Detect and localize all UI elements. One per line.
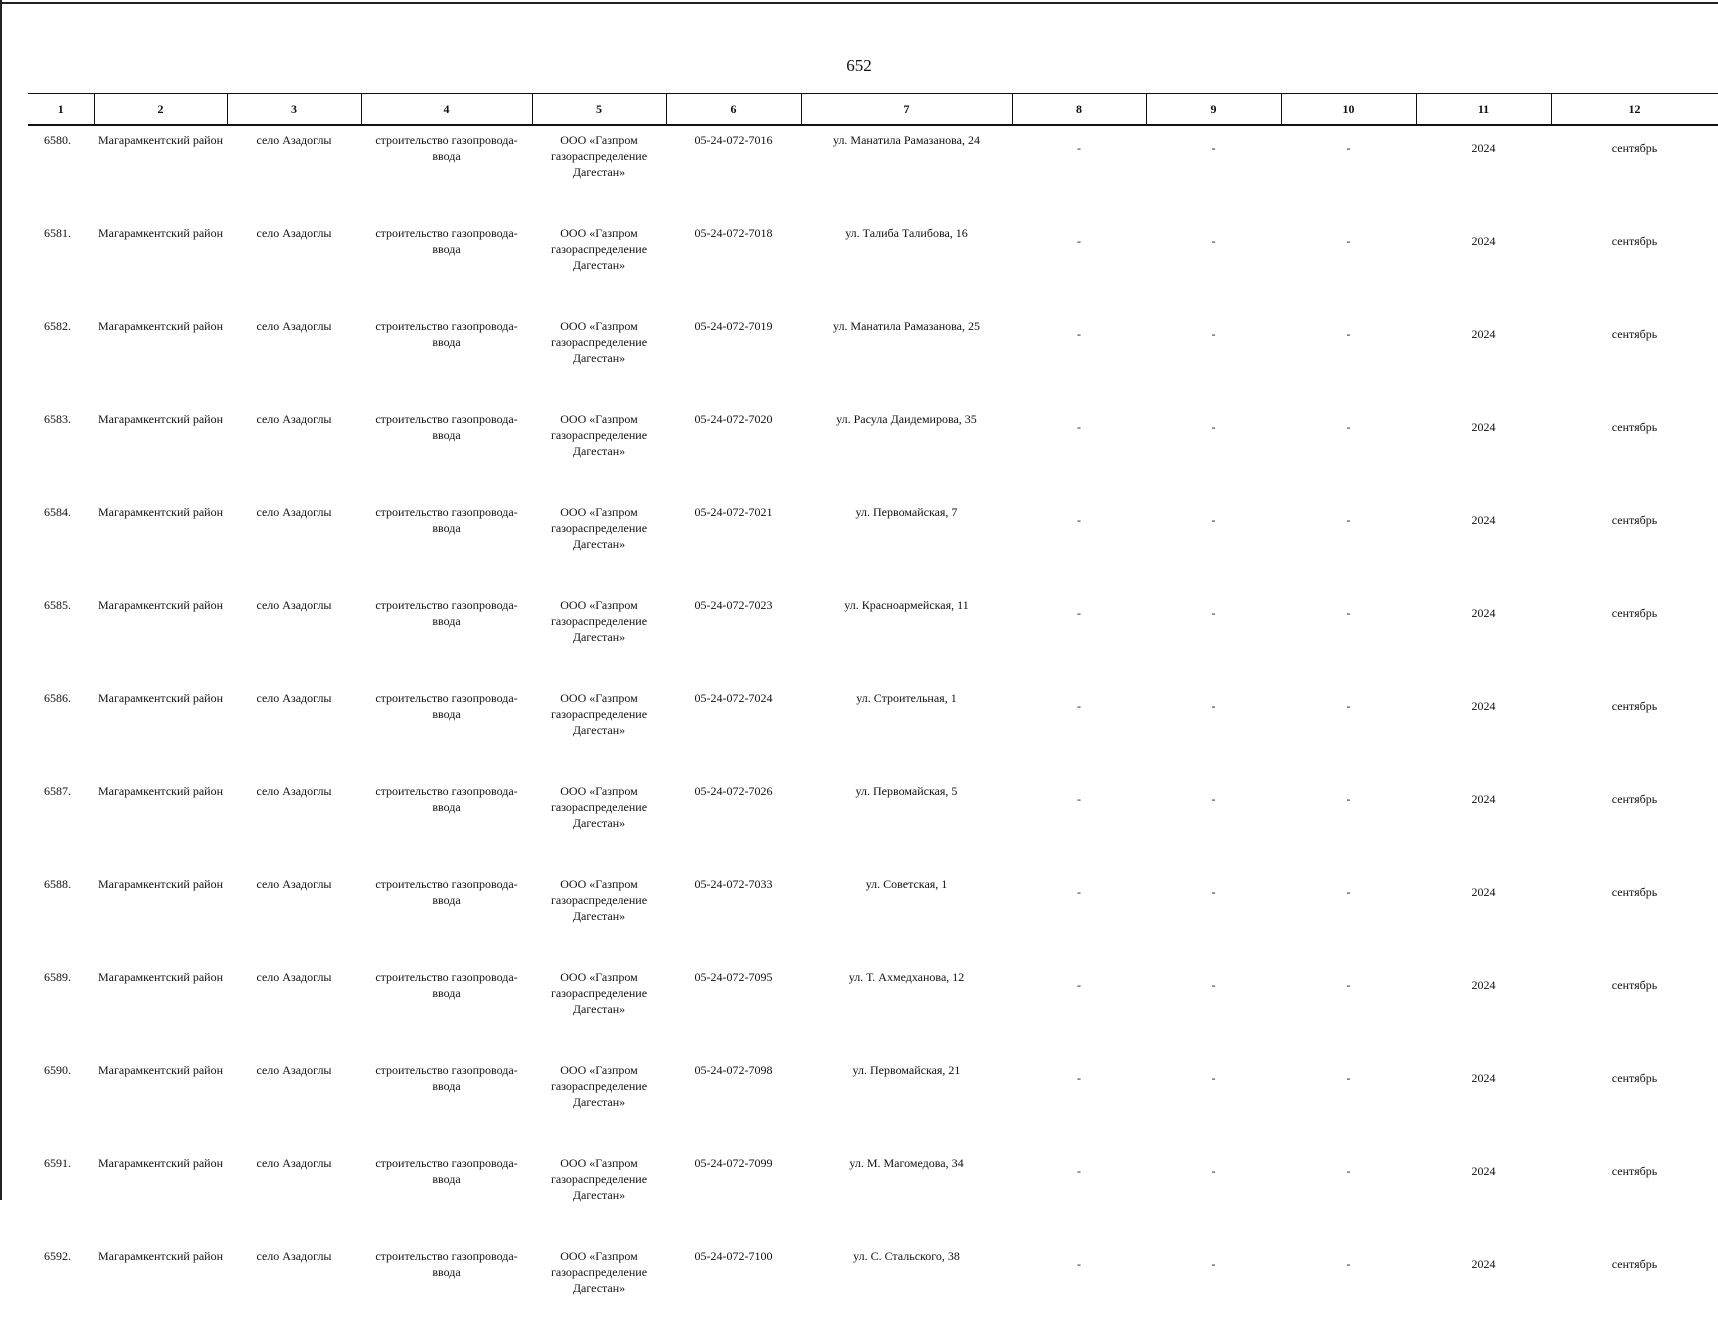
column-9-cell: - (1211, 327, 1216, 341)
organization-cell: ООО «Газпром газораспределение Дагестан» (550, 970, 648, 1016)
object-code-cell: 05-24-072-7018 (694, 226, 773, 240)
column-header: 10 (1281, 94, 1416, 126)
organization-cell: ООО «Газпром газораспределение Дагестан» (550, 1063, 648, 1109)
column-10-cell: - (1346, 978, 1351, 992)
work-type-cell: строительство газопровода-ввода (375, 784, 518, 814)
address-cell: ул. М. Магомедова, 34 (849, 1156, 964, 1170)
page-number: 652 (846, 56, 872, 75)
row-number-cell: 6589. (44, 970, 71, 984)
column-10-cell: - (1346, 141, 1351, 155)
organization-cell: ООО «Газпром газораспределение Дагестан» (550, 505, 648, 551)
column-8-cell: - (1077, 792, 1081, 806)
table-row (28, 963, 1718, 1056)
district-cell: Магарамкентский район (97, 1063, 223, 1077)
month-cell: сентябрь (1611, 327, 1658, 341)
year-cell: 2024 (1471, 885, 1496, 899)
year-cell: 2024 (1471, 978, 1496, 992)
month-cell: сентябрь (1611, 978, 1658, 992)
row-number-cell: 6586. (44, 691, 71, 705)
address-cell: ул. Красноармейская, 11 (844, 598, 969, 612)
table-row (28, 1056, 1718, 1149)
organization-cell: ООО «Газпром газораспределение Дагестан» (550, 598, 648, 644)
table-row (28, 125, 1718, 219)
month-cell: сентябрь (1611, 420, 1658, 434)
column-10-cell: - (1346, 699, 1351, 713)
column-header: 5 (532, 94, 666, 126)
column-9-cell: - (1211, 792, 1216, 806)
column-header: 3 (227, 94, 361, 126)
village-cell: село Азадоглы (256, 1063, 332, 1077)
month-cell: сентябрь (1611, 606, 1658, 620)
column-8-cell: - (1077, 978, 1081, 992)
column-8-cell: - (1077, 234, 1081, 248)
column-header: 1 (28, 94, 94, 126)
table-row (28, 219, 1718, 312)
table-row (28, 405, 1718, 498)
column-8-cell: - (1077, 513, 1081, 527)
column-9-cell: - (1211, 1071, 1216, 1085)
column-9-cell: - (1211, 1164, 1216, 1178)
year-cell: 2024 (1471, 792, 1496, 806)
column-9-cell: - (1211, 420, 1216, 434)
address-cell: ул. Советская, 1 (865, 877, 948, 891)
village-cell: село Азадоглы (256, 877, 332, 891)
object-code-cell: 05-24-072-7021 (694, 505, 773, 519)
village-cell: село Азадоглы (256, 412, 332, 426)
table-row (28, 591, 1718, 684)
column-9-cell: - (1211, 699, 1216, 713)
month-cell: сентябрь (1611, 141, 1658, 155)
address-cell: ул. Строительная, 1 (856, 691, 957, 705)
year-cell: 2024 (1471, 606, 1496, 620)
table-body (28, 125, 1718, 1335)
district-cell: Магарамкентский район (97, 133, 223, 147)
address-cell: ул. Первомайская, 5 (855, 784, 958, 798)
object-code-cell: 05-24-072-7098 (694, 1063, 773, 1077)
district-cell: Магарамкентский район (97, 691, 223, 705)
object-code-cell: 05-24-072-7100 (694, 1249, 773, 1263)
address-cell: ул. Талиба Талибова, 16 (845, 226, 968, 240)
page-left-border (0, 0, 2, 1200)
table-row (28, 498, 1718, 591)
address-cell: ул. Первомайская, 21 (852, 1063, 961, 1077)
work-type-cell: строительство газопровода-ввода (375, 970, 518, 1000)
column-header: 4 (361, 94, 532, 126)
table-header-row (28, 94, 1718, 126)
column-9-cell: - (1211, 1257, 1216, 1271)
row-number-cell: 6584. (44, 505, 71, 519)
district-cell: Магарамкентский район (97, 505, 223, 519)
month-cell: сентябрь (1611, 234, 1658, 248)
object-code-cell: 05-24-072-7016 (694, 133, 773, 147)
year-cell: 2024 (1471, 699, 1496, 713)
village-cell: село Азадоглы (256, 970, 332, 984)
column-8-cell: - (1077, 1071, 1081, 1085)
column-8-cell: - (1077, 606, 1081, 620)
column-header: 6 (666, 94, 801, 126)
gasification-schedule-table (28, 93, 1718, 1335)
object-code-cell: 05-24-072-7033 (694, 877, 773, 891)
work-type-cell: строительство газопровода-ввода (375, 226, 518, 256)
object-code-cell: 05-24-072-7095 (694, 970, 773, 984)
year-cell: 2024 (1471, 141, 1496, 155)
column-10-cell: - (1346, 885, 1351, 899)
document-table-wrapper (28, 93, 1718, 1335)
month-cell: сентябрь (1611, 699, 1658, 713)
column-header: 2 (94, 94, 227, 126)
column-9-cell: - (1211, 513, 1216, 527)
district-cell: Магарамкентский район (97, 784, 223, 798)
organization-cell: ООО «Газпром газораспределение Дагестан» (550, 784, 648, 830)
district-cell: Магарамкентский район (97, 877, 223, 891)
village-cell: село Азадоглы (256, 598, 332, 612)
organization-cell: ООО «Газпром газораспределение Дагестан» (550, 1249, 648, 1295)
column-10-cell: - (1346, 792, 1351, 806)
address-cell: ул. Манатила Рамазанова, 24 (832, 133, 981, 147)
column-9-cell: - (1211, 978, 1216, 992)
work-type-cell: строительство газопровода-ввода (375, 1249, 518, 1279)
village-cell: село Азадоглы (256, 505, 332, 519)
column-9-cell: - (1211, 234, 1216, 248)
year-cell: 2024 (1471, 1164, 1496, 1178)
district-cell: Магарамкентский район (97, 1249, 223, 1263)
year-cell: 2024 (1471, 513, 1496, 527)
column-header: 12 (1551, 94, 1718, 126)
object-code-cell: 05-24-072-7020 (694, 412, 773, 426)
object-code-cell: 05-24-072-7099 (694, 1156, 773, 1170)
year-cell: 2024 (1471, 420, 1496, 434)
address-cell: ул. С. Стальского, 38 (853, 1249, 960, 1263)
column-8-cell: - (1077, 1257, 1081, 1271)
column-10-cell: - (1346, 1164, 1351, 1178)
row-number-cell: 6583. (44, 412, 71, 426)
column-10-cell: - (1346, 1071, 1351, 1085)
year-cell: 2024 (1471, 327, 1496, 341)
table-row (28, 870, 1718, 963)
column-9-cell: - (1211, 606, 1216, 620)
organization-cell: ООО «Газпром газораспределение Дагестан» (550, 877, 648, 923)
column-10-cell: - (1346, 513, 1351, 527)
table-row (28, 1149, 1718, 1242)
district-cell: Магарамкентский район (97, 319, 223, 333)
organization-cell: ООО «Газпром газораспределение Дагестан» (550, 412, 648, 458)
month-cell: сентябрь (1611, 792, 1658, 806)
district-cell: Магарамкентский район (97, 412, 223, 426)
column-10-cell: - (1346, 606, 1351, 620)
column-10-cell: - (1346, 420, 1351, 434)
month-cell: сентябрь (1611, 1257, 1658, 1271)
year-cell: 2024 (1471, 234, 1496, 248)
district-cell: Магарамкентский район (97, 598, 223, 612)
village-cell: село Азадоглы (256, 226, 332, 240)
table-row (28, 312, 1718, 405)
village-cell: село Азадоглы (256, 784, 332, 798)
object-code-cell: 05-24-072-7026 (694, 784, 773, 798)
column-10-cell: - (1346, 234, 1351, 248)
row-number-cell: 6591. (44, 1156, 71, 1170)
village-cell: село Азадоглы (256, 1156, 332, 1170)
address-cell: ул. Манатила Рамазанова, 25 (832, 319, 981, 333)
column-header: 7 (801, 94, 1012, 126)
row-number-cell: 6588. (44, 877, 71, 891)
row-number-cell: 6585. (44, 598, 71, 612)
month-cell: сентябрь (1611, 885, 1658, 899)
work-type-cell: строительство газопровода-ввода (375, 691, 518, 721)
year-cell: 2024 (1471, 1071, 1496, 1085)
work-type-cell: строительство газопровода-ввода (375, 133, 518, 163)
column-8-cell: - (1077, 885, 1081, 899)
address-cell: ул. Расула Даидемирова, 35 (836, 412, 977, 426)
object-code-cell: 05-24-072-7019 (694, 319, 773, 333)
row-number-cell: 6590. (44, 1063, 71, 1077)
row-number-cell: 6581. (44, 226, 71, 240)
column-9-cell: - (1211, 885, 1216, 899)
column-10-cell: - (1346, 327, 1351, 341)
page-top-border (0, 2, 1718, 4)
column-9-cell: - (1211, 141, 1216, 155)
table-row (28, 777, 1718, 870)
organization-cell: ООО «Газпром газораспределение Дагестан» (550, 226, 648, 272)
organization-cell: ООО «Газпром газораспределение Дагестан» (550, 319, 648, 365)
work-type-cell: строительство газопровода-ввода (375, 319, 518, 349)
work-type-cell: строительство газопровода-ввода (375, 505, 518, 535)
column-header: 9 (1146, 94, 1281, 126)
work-type-cell: строительство газопровода-ввода (375, 412, 518, 442)
work-type-cell: строительство газопровода-ввода (375, 1063, 518, 1093)
column-header: 11 (1416, 94, 1551, 126)
address-cell: ул. Т. Ахмедханова, 12 (848, 970, 965, 984)
column-10-cell: - (1346, 1257, 1351, 1271)
village-cell: село Азадоглы (256, 1249, 332, 1263)
month-cell: сентябрь (1611, 1071, 1658, 1085)
column-8-cell: - (1077, 699, 1081, 713)
work-type-cell: строительство газопровода-ввода (375, 877, 518, 907)
object-code-cell: 05-24-072-7024 (694, 691, 773, 705)
row-number-cell: 6580. (44, 133, 71, 147)
year-cell: 2024 (1471, 1257, 1496, 1271)
district-cell: Магарамкентский район (97, 1156, 223, 1170)
work-type-cell: строительство газопровода-ввода (375, 1156, 518, 1186)
organization-cell: ООО «Газпром газораспределение Дагестан» (550, 133, 648, 179)
column-header: 8 (1012, 94, 1146, 126)
month-cell: сентябрь (1611, 513, 1658, 527)
column-8-cell: - (1077, 141, 1081, 155)
object-code-cell: 05-24-072-7023 (694, 598, 773, 612)
table-row (28, 684, 1718, 777)
address-cell: ул. Первомайская, 7 (855, 505, 958, 519)
work-type-cell: строительство газопровода-ввода (375, 598, 518, 628)
organization-cell: ООО «Газпром газораспределение Дагестан» (550, 1156, 648, 1202)
column-8-cell: - (1077, 327, 1081, 341)
row-number-cell: 6592. (44, 1249, 71, 1263)
village-cell: село Азадоглы (256, 319, 332, 333)
row-number-cell: 6587. (44, 784, 71, 798)
column-8-cell: - (1077, 420, 1081, 434)
village-cell: село Азадоглы (256, 691, 332, 705)
month-cell: сентябрь (1611, 1164, 1658, 1178)
organization-cell: ООО «Газпром газораспределение Дагестан» (550, 691, 648, 737)
table-row (28, 1242, 1718, 1335)
district-cell: Магарамкентский район (97, 970, 223, 984)
row-number-cell: 6582. (44, 319, 71, 333)
village-cell: село Азадоглы (256, 133, 332, 147)
column-8-cell: - (1077, 1164, 1081, 1178)
district-cell: Магарамкентский район (97, 226, 223, 240)
